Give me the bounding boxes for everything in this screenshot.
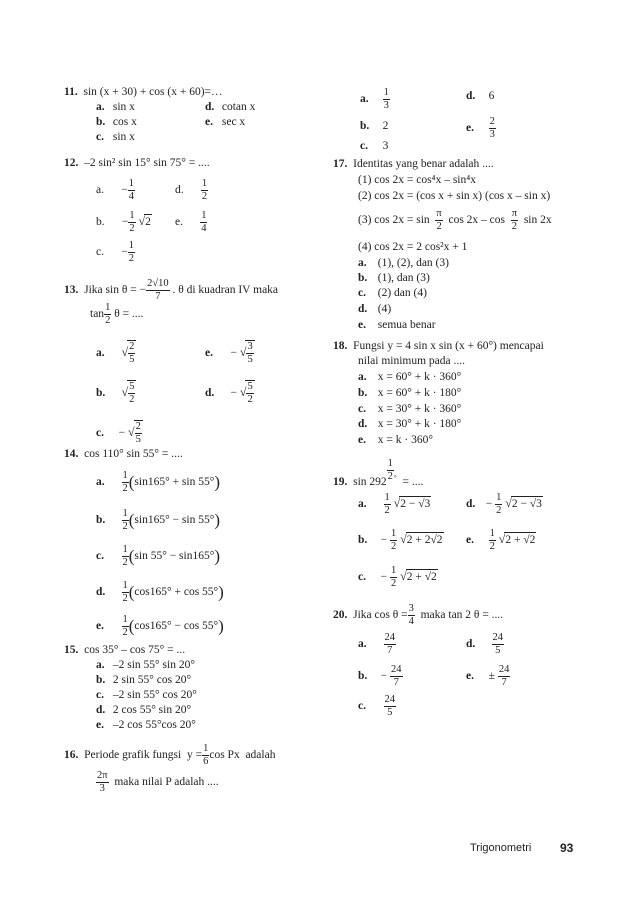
option-c: c. 3 xyxy=(360,140,389,152)
statement-1: (1) cos 2x = cos⁴x – sin⁴x xyxy=(358,174,476,186)
option-a: a. $\frac{24}{7}$ xyxy=(358,632,395,656)
option-c: c. − √ $\frac{2}{5}$ xyxy=(96,421,141,445)
question-stem: cos 110° sin 55° = .... xyxy=(84,448,183,460)
option-e: e. semua benar xyxy=(358,319,436,331)
question-number: 14 xyxy=(64,448,76,460)
option-e: e. $\frac{2}{3}$ xyxy=(466,116,495,140)
option-b: b. 2 xyxy=(360,120,389,132)
option-e: e. $\frac{1}{4}$ xyxy=(175,210,207,234)
option-e: e. x = k · 360° xyxy=(358,434,433,446)
question-stem: sin (x + 30) + cos (x + 60)=… xyxy=(83,86,223,98)
statement-4: (4) cos 2x = 2 cos²x + 1 xyxy=(358,241,468,253)
page-number: 93 xyxy=(560,841,574,855)
option-b: b. x = 60° + k · 180° xyxy=(358,387,462,399)
question-number: 17 xyxy=(333,158,345,170)
question-number: 19 xyxy=(333,476,345,488)
option-d: d. − $\frac{1}{2}$ √2 − √3 xyxy=(466,492,542,516)
option-c: c. $\frac{1}{2}$ (sin 55° − sin165°) xyxy=(96,544,220,568)
option-c: c. (2) dan (4) xyxy=(358,287,427,299)
option-b: b. (1), dan (3) xyxy=(358,272,430,284)
question-number: 13 xyxy=(64,284,76,297)
option-e: e. $\frac{1}{2}$ (cos165° − cos 55°) xyxy=(96,614,224,638)
option-d: d. cotan x xyxy=(205,101,256,113)
option-b: b. $\frac{1}{2}$ (sin165° − sin 55°) xyxy=(96,508,220,532)
option-c: c. –2 sin 55° cos 20° xyxy=(96,689,197,701)
option-d: d. (4) xyxy=(358,303,392,315)
option-b: b. − $\frac{24}{7}$ xyxy=(358,664,402,688)
option-a: a. √ $\frac{2}{5}$ xyxy=(96,341,135,365)
question-number: 11 xyxy=(64,86,75,98)
option-d: d. 6 xyxy=(466,90,495,102)
question-stem: Identitas yang benar adalah .... xyxy=(353,158,494,170)
option-d: d. 2 cos 55° sin 20° xyxy=(96,704,192,716)
question-number: 16 xyxy=(64,749,76,762)
option-b: b. − $\frac{1}{2}$ √2 + 2√2 xyxy=(358,528,443,552)
option-a: a. $\frac{1}{2}$ √2 − √3 xyxy=(358,492,431,516)
option-d: d. $\frac{1}{2}$ (cos165° + cos 55°) xyxy=(96,580,224,604)
question-number: 18 xyxy=(333,340,345,352)
option-e: e. sec x xyxy=(205,116,246,128)
option-a: a. sin x xyxy=(96,101,135,113)
option-e: e. ± $\frac{24}{7}$ xyxy=(466,664,510,688)
statement-2: (2) cos 2x = (cos x + sin x) (cos x – sin x) xyxy=(358,190,551,202)
option-c: c. x = 30° + k · 360° xyxy=(358,403,462,415)
statement-3: (3) cos 2x = sin $\frac{\pi}{2}$ cos 2x – cos $\frac{\pi}{2}$ sin 2x xyxy=(358,208,552,232)
option-a: a. $\frac{1}{2}$ (sin165° + sin 55°) xyxy=(96,470,220,494)
option-a: a. x = 60° + k · 360° xyxy=(358,371,462,383)
page: 11. sin (x + 30) + cos (x + 60)=… a. sin x b. cos x c. sin x d. cotan x e. sec x 12. –2 sin² sin 15° sin 75° = .... a. − $\frac{1}{4}$ b. − $\frac{1}{2}$ √2 c. − $\frac{1}{2}$ d. $\frac{1}{2}$ e. $\frac{1}{4}$ 13. Jika sin θ = − $\frac{2√10}{7}$ . θ di kuadran IV maka tan $\frac{1}{2}$ θ = .... a. √ $\frac{2}{5}$ b. √ $\frac{5}{2}$ c. − √ $\frac{2}{5}$ e. − √ $\frac{3}{5}$ d. − √ $\frac{5}{2}$ 14. cos 110° sin 55° = .... a. $\frac{1}{2}$ (sin165° + sin 55°) b. $\frac{1}{2}$ (sin165° − sin 55°) c. $\frac{1}{2}$ (sin 55° − sin165°) d. $\frac{1}{2}$ (cos165° + cos 55°) e. $\frac{1}{2}$ (cos165° − cos 55°) 15. cos 35° – cos 75° = ... a. –2 sin 55° sin 20° b. 2 sin 55° cos 20° c. –2 sin 55° cos 20° d. 2 cos 55° sin 20° e. –2 cos 55°cos 20° 16. Periode grafik fungsi y = $\frac{1}{6}$ cos Px adalah $\frac{2\pi}{3}$ maka nilai P adalah .... a. $\frac{1}{3}$ b. 2 c. 3 d. 6 e. $\frac{2}{3}$ 17. Identitas yang benar adalah .... (1) cos 2x = cos⁴x – sin⁴x (2) cos 2x = (cos x + sin x) (cos x – sin x) (3) cos 2x = sin $\frac{\pi}{2}$ cos 2x – cos $\frac{\pi}{2}$ sin 2x (4) cos 2x = 2 cos²x + 1 a. (1), (2), dan (3) b. (1), dan (3) c. (2) dan (4) d. (4) e. semua benar 18. Fungsi y = 4 sin x sin (x + 60°) mencapai nilai minimum pada .... a. x = 60° + k · 360° b. x = 60° + k · 180° c. x = 30° + k · 360° d. x = 30° + k · 180° e. x = k · 360° 19. sin 292 $\frac{1}{2}$ ° = .... a. $\frac{1}{2}$ √2 − √3 b. − $\frac{1}{2}$ √2 + 2√2 c. − $\frac{1}{2}$ √2 + √2 d. − $\frac{1}{2}$ √2 − √3 e. $\frac{1}{2}$ √2 + √2 20. Jika cos θ = $\frac{3}{4}$ maka tan 2 θ = .... a. $\frac{24}{7}$ b. − $\frac{24}{7}$ c. $\frac{24}{5}$ d. $\frac{24}{5}$ e. ± $\frac{24}{7}$ Trigonometri 93 xyxy=(0,0,638,917)
option-e: e. –2 cos 55°cos 20° xyxy=(96,719,196,731)
option-d: d. $\frac{1}{2}$ xyxy=(175,178,208,202)
option-a: a. − $\frac{1}{4}$ xyxy=(96,178,134,202)
question-stem: –2 sin² sin 15° sin 75° = .... xyxy=(84,157,210,169)
question-number: 20 xyxy=(333,609,345,622)
option-a: a. $\frac{1}{3}$ xyxy=(360,87,389,111)
option-a: a. (1), (2), dan (3) xyxy=(358,257,449,269)
chapter-title: Trigonometri xyxy=(470,842,532,854)
option-e: e. − √ $\frac{3}{5}$ xyxy=(205,341,253,365)
question-stem: cos 35° – cos 75° = ... xyxy=(84,644,186,656)
option-b: b. 2 sin 55° cos 20° xyxy=(96,674,192,686)
option-c: c. − $\frac{1}{2}$ xyxy=(96,240,134,264)
option-d: d. x = 30° + k · 180° xyxy=(358,418,462,430)
option-b: b. − $\frac{1}{2}$ √2 xyxy=(96,210,151,234)
option-b: b. cos x xyxy=(96,116,137,128)
option-d: d. $\frac{24}{5}$ xyxy=(466,632,503,656)
option-a: a. –2 sin 55° sin 20° xyxy=(96,659,195,671)
question-number: 12 xyxy=(64,157,76,169)
option-c: c. sin x xyxy=(96,131,135,143)
option-b: b. √ $\frac{5}{2}$ xyxy=(96,381,135,405)
option-c: c. − $\frac{1}{2}$ √2 + √2 xyxy=(358,565,437,589)
option-e: e. $\frac{1}{2}$ √2 + √2 xyxy=(466,528,536,552)
option-c: c. $\frac{24}{5}$ xyxy=(358,694,395,718)
option-d: d. − √ $\frac{5}{2}$ xyxy=(205,381,253,405)
question-number: 15 xyxy=(64,644,76,656)
